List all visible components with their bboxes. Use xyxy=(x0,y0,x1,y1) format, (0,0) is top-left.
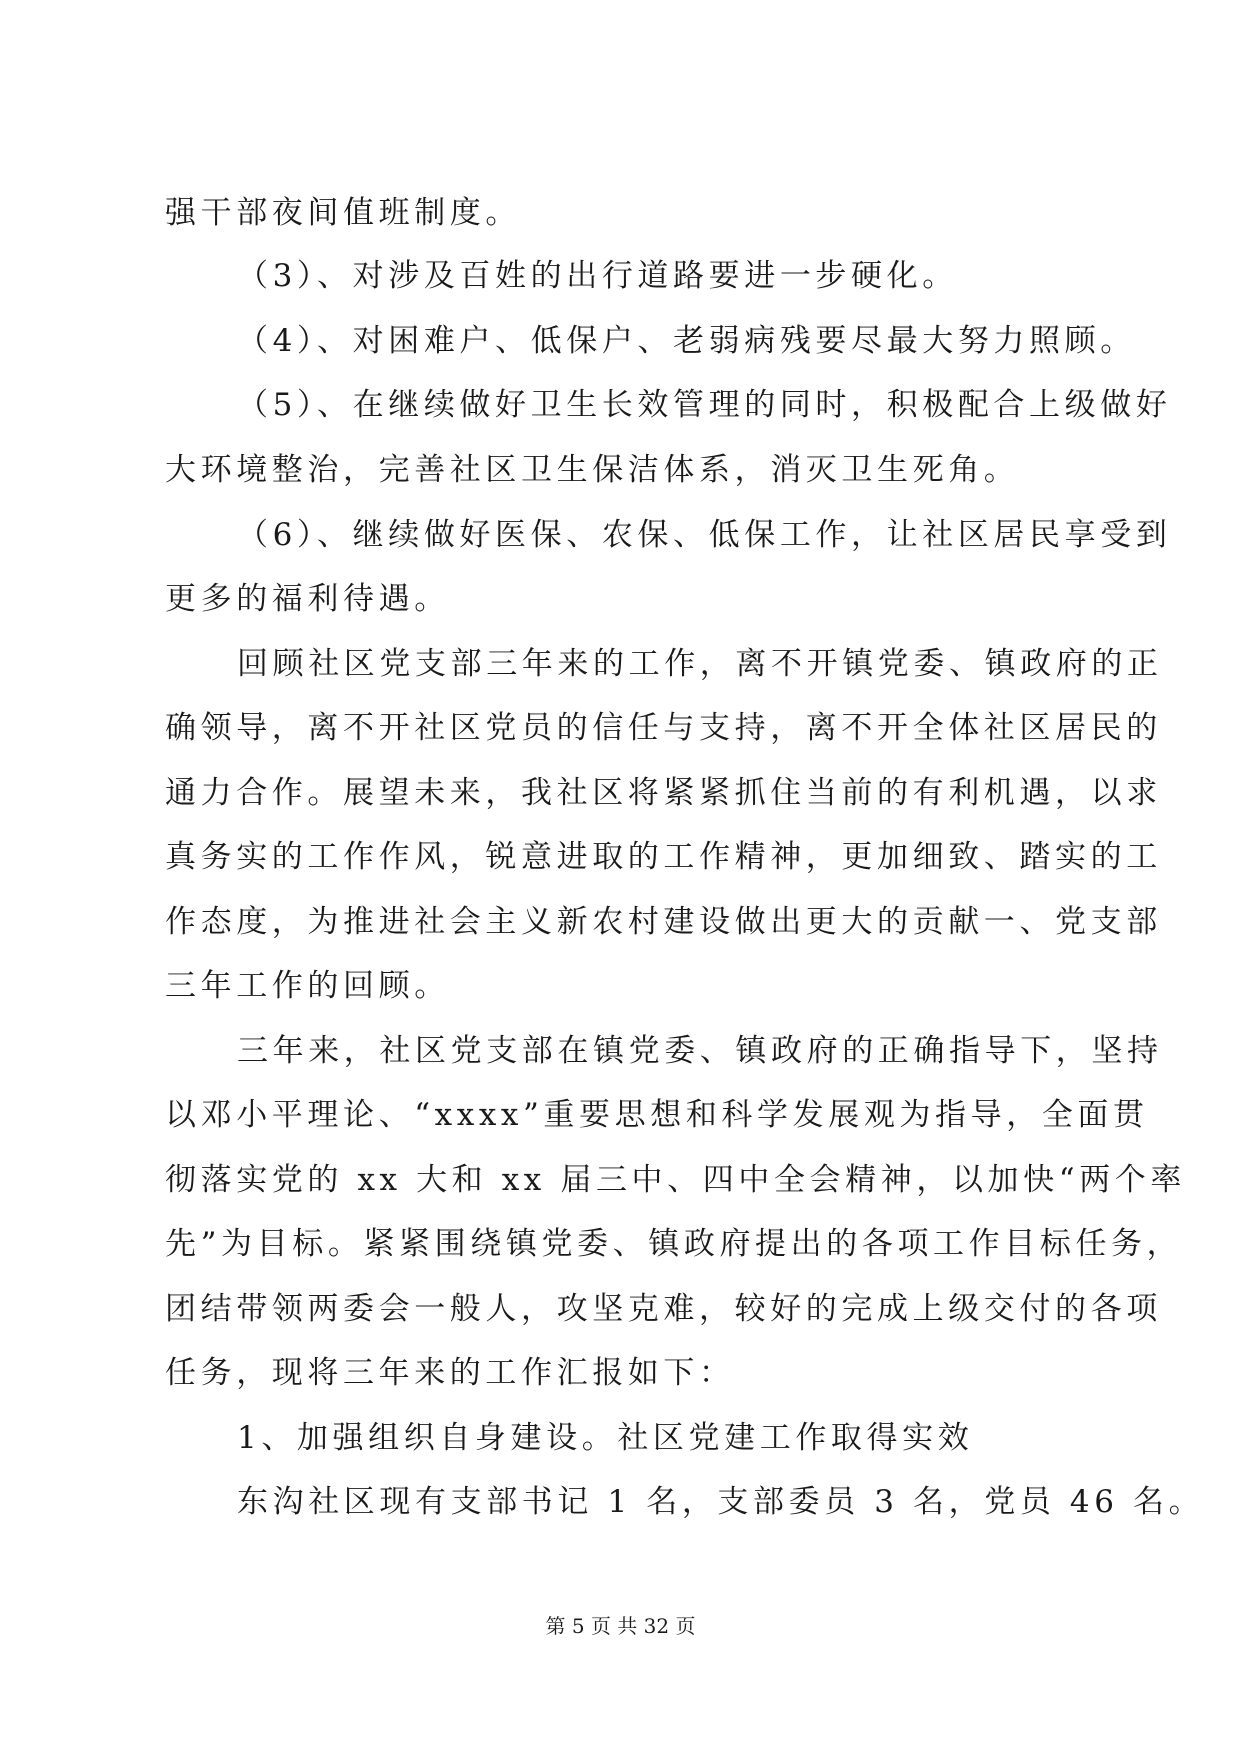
text-line: 更多的福利待遇。 xyxy=(165,581,450,617)
text-line: 彻落实党的 xx 大和 xx 届三中、四中全会精神，以加快“两个率 xyxy=(165,1162,1186,1198)
text-line: 三年工作的回顾。 xyxy=(165,968,450,1004)
text-line: 以邓小平理论、“xxxx”重要思想和科学发展观为指导，全面贯 xyxy=(165,1097,1149,1133)
text-line: 团结带领两委会一般人，攻坚克难，较好的完成上级交付的各项 xyxy=(165,1291,1162,1327)
text-line: （4）、对困难户、低保户、老弱病残要尽最大努力照顾。 xyxy=(237,323,1136,359)
text-line: 任务，现将三年来的工作汇报如下： xyxy=(165,1355,735,1391)
text-line: 真务实的工作作风，锐意进取的工作精神，更加细致、踏实的工 xyxy=(165,839,1162,875)
page-number-footer: 第 5 页 共 32 页 xyxy=(545,1614,696,1638)
text-line: 作态度，为推进社会主义新农村建设做出更大的贡献一、党支部 xyxy=(165,904,1162,940)
text-line: 大环境整治，完善社区卫生保洁体系，消灭卫生死角。 xyxy=(165,452,1020,488)
text-line: 确领导，离不开社区党员的信任与支持，离不开全体社区居民的 xyxy=(165,710,1162,746)
text-line: （6）、继续做好医保、农保、低保工作，让社区居民享受到 xyxy=(237,517,1172,553)
text-line: 三年来，社区党支部在镇党委、镇政府的正确指导下，坚持 xyxy=(237,1033,1163,1069)
text-line: 东沟社区现有支部书记 1 名，支部委员 3 名，党员 46 名。 xyxy=(237,1484,1205,1520)
text-line: 通力合作。展望未来，我社区将紧紧抓住当前的有利机遇，以求 xyxy=(165,775,1162,811)
text-line: 1、加强组织自身建设。社区党建工作取得实效 xyxy=(237,1420,974,1456)
text-line: 回顾社区党支部三年来的工作，离不开镇党委、镇政府的正 xyxy=(237,646,1163,682)
text-line: （5）、在继续做好卫生长效管理的同时，积极配合上级做好 xyxy=(237,387,1172,423)
text-line: （3）、对涉及百姓的出行道路要进一步硬化。 xyxy=(237,258,958,294)
text-line: 先”为目标。紧紧围绕镇党委、镇政府提出的各项工作目标任务， xyxy=(165,1226,1183,1262)
text-line: 强干部夜间值班制度。 xyxy=(165,195,521,231)
